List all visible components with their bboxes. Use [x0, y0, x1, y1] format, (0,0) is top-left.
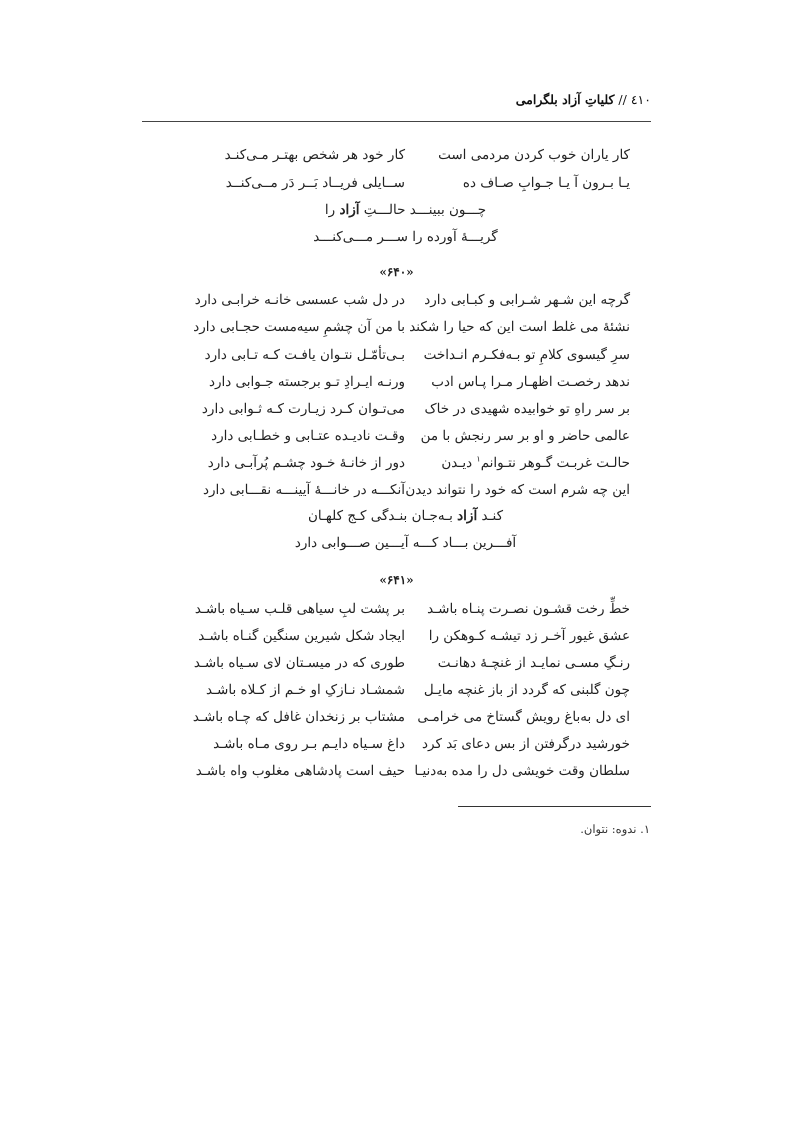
- footnote-rule: [458, 806, 651, 807]
- hemistich-left: ورنـه ایـرادِ تـو برجسته جـوابی دارد: [208, 374, 405, 390]
- hemistich-left: حیف است پادشاهی مغلوب واه باشـد: [195, 763, 405, 779]
- hemistich-left: بر پشت لبِ سیاهی قلـب سـیاه باشـد: [194, 601, 405, 617]
- hemistich-right: کار یاران خوب کردن مردمی است: [438, 147, 630, 163]
- head-separator: //: [618, 92, 627, 107]
- hemistich-right: عالمی حاضر و او بر سر رنجش با من: [420, 428, 630, 444]
- closing-line: گریـــهٔ آورده را ســـر مـــی‌کنـــد: [313, 229, 498, 245]
- hemistich-right: یـا بـرون آ یـا جـوابِ صـاف ده: [462, 175, 630, 191]
- poet-name: آزاد: [457, 508, 478, 524]
- poet-name: آزاد: [339, 202, 360, 218]
- hemistich-left: ایجاد شکل شیرین سنگین گنـاه باشـد: [198, 628, 405, 644]
- hemistich-right: رنـگِ مسـی نمایـد از غنچـهٔ دهانـت: [437, 655, 630, 671]
- hemistich-left: در دل شب عسسی خانـه خرابـی دارد: [194, 292, 405, 308]
- header-rule: [142, 121, 651, 122]
- hemistich-right: نشئهٔ می غلط است این که حیا را شکند: [409, 319, 630, 335]
- hemistich-left: وقـت نادیـده عتـابی و خطـابی دارد: [211, 428, 405, 444]
- hemistich-right: بر سر راهِ تو خوابیده شهیدی در خاک: [424, 401, 630, 417]
- closing-line: [0, 201, 793, 219]
- page-number: ٤١٠: [630, 92, 651, 107]
- ghazal-number: «۶۴۰»: [379, 265, 414, 279]
- hemistich-left: ســایلی فریــاد بَــر دَر مــی‌کنــد: [225, 175, 405, 191]
- closing-line: [0, 507, 793, 525]
- hemistich-right: خورشید درگرفتن از بس دعای بَد کرد: [422, 736, 630, 752]
- footnote: ١. ندوه: نتوان.: [580, 822, 650, 836]
- closing-text: کنـد: [481, 508, 504, 524]
- hemistich-right: سرِ گیسوی کلامِ تو بـه‌فکـرم انـداخت: [423, 347, 630, 363]
- ghazal-number: «۶۴۱»: [379, 573, 414, 587]
- hemistich-left: بـی‌تأمّـل نتـوان یافـت کـه تـابی دارد: [204, 347, 405, 363]
- hemistich-right: خطِّ رخت قشـون نصـرت پنـاه باشـد: [427, 601, 630, 617]
- footnote-marker: ١: [476, 454, 481, 464]
- hemistich-left: آنکـــه در خانـــهٔ آیینـــه نقـــابی دارد: [203, 482, 405, 498]
- hemistich-right: ای دل به‌باغ رویش گستاخ می خرامـی: [417, 709, 630, 725]
- hemistich-text: دیـدن: [441, 455, 473, 471]
- hemistich-left: مشتاب بر زنخدان غافل که چـاه باشـد: [192, 709, 405, 725]
- closing-text: چـــون ببینـــد حالـــتِ: [363, 202, 487, 218]
- hemistich-left: با من آن چشمِ سیه‌مست حجـابی دارد: [193, 319, 405, 335]
- hemistich-right: چون گلبنی که گردد از باز غنچه مایـل: [423, 682, 630, 698]
- hemistich-left: دور از خانـهٔ خـود چشـم پُرآبـی دارد: [207, 455, 405, 471]
- hemistich-right: [441, 454, 630, 472]
- closing-text: بـه‌جـان بنـدگی کـج کلهـان: [307, 508, 453, 524]
- hemistich-text: حالـت غربـت گـوهر نتـوانم: [480, 455, 630, 471]
- hemistich-left: طوری که در میسـتان لای سـیاه باشـد: [193, 655, 405, 671]
- hemistich-right: عشق غیور آخـر زد تیشـه کـوهکن را: [428, 628, 630, 644]
- book-title: کلیاتِ آزاد بلگرامی: [515, 92, 615, 107]
- hemistich-right: گرچه این شـهر شـرابی و کبـابی دارد: [424, 292, 630, 308]
- closing-line: آفـــرین بـــاد کـــه آیـــین صـــوابی دارد: [294, 535, 517, 551]
- closing-text: را: [324, 202, 336, 218]
- hemistich-right: سلطان وقت خویشی دل را مده به‌دنیـا: [414, 763, 630, 779]
- hemistich-left: داغ سـیاه دایـم بـر روی مـاه باشـد: [213, 736, 405, 752]
- hemistich-right: ندهد رخصـت اظهـار مـرا پـاس ادب: [431, 374, 630, 390]
- running-head: [516, 92, 651, 107]
- hemistich-right: این چه شرم است که خود را نتواند دیدن: [405, 482, 630, 498]
- hemistich-left: می‌تـوان کـرد زیـارت کـه ثـوابی دارد: [201, 401, 405, 417]
- hemistich-left: شمشـاد نـازکِ او خـم از کـلاه باشـد: [206, 682, 405, 698]
- hemistich-left: کار خود هر شخص بهتـر مـی‌کنـد: [224, 147, 405, 163]
